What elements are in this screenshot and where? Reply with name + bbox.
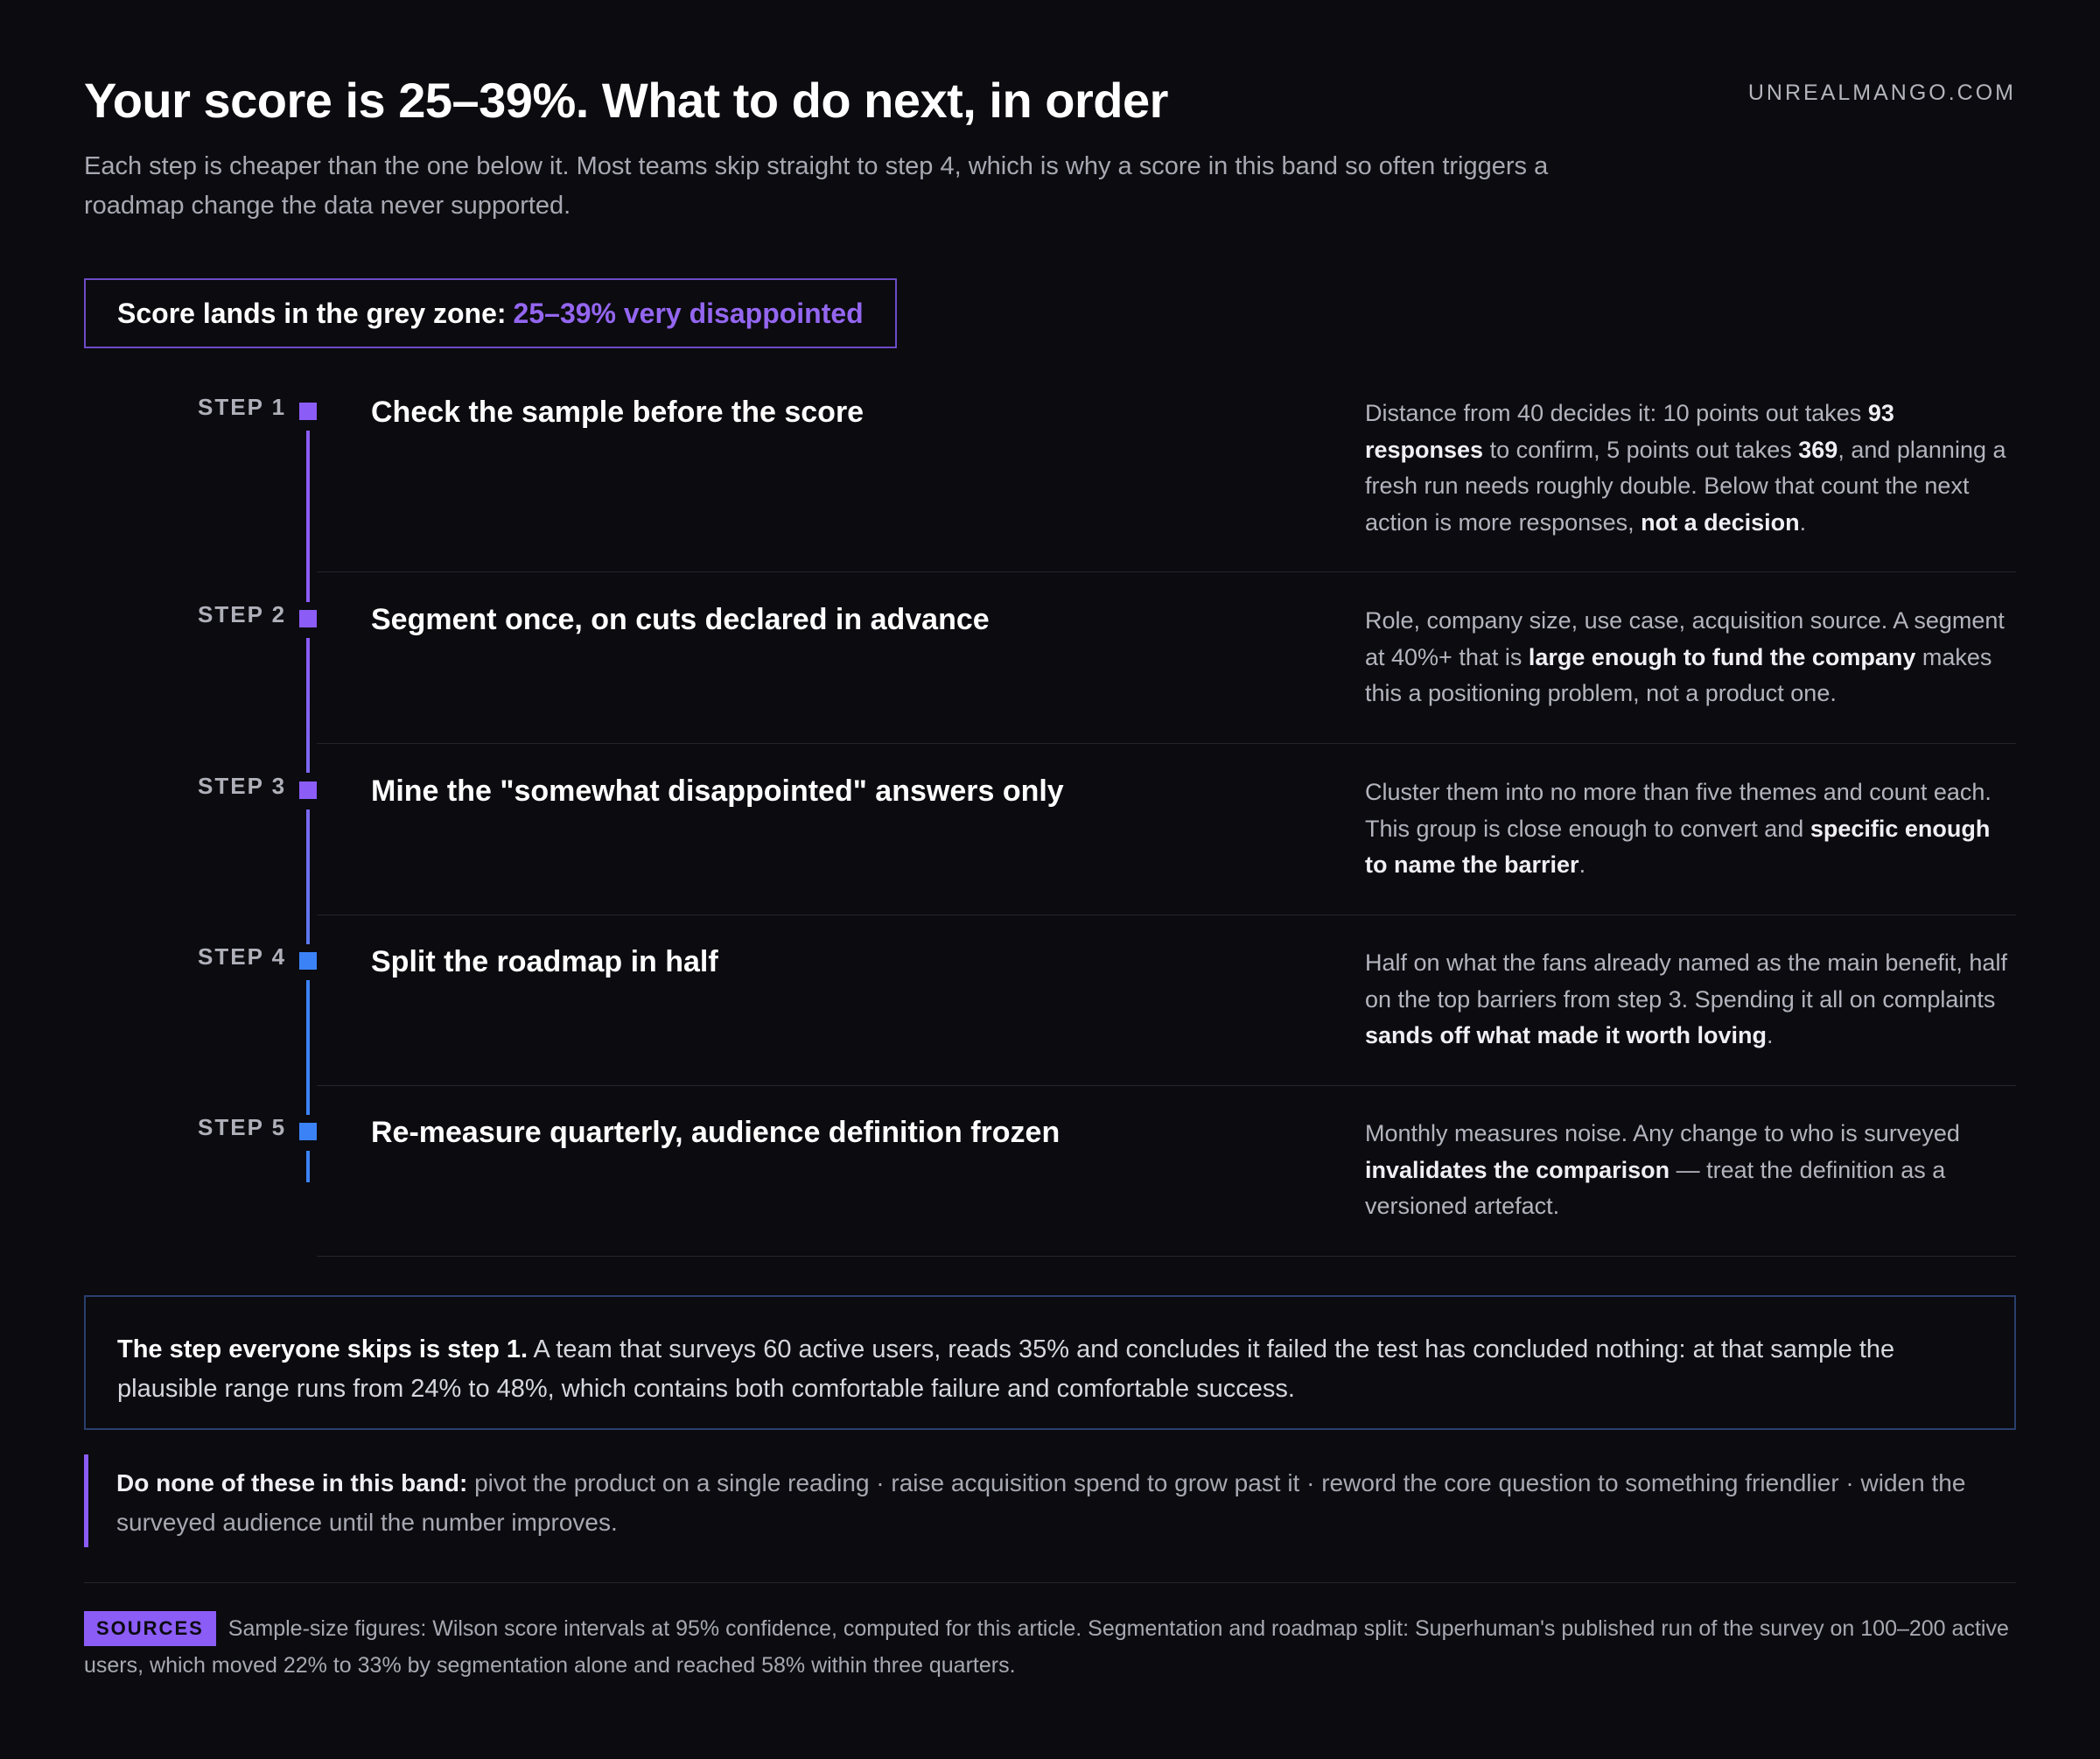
emphasis-text: not a decision <box>1641 508 1800 536</box>
emphasis-text: 93 responses <box>1365 400 1894 463</box>
step-item <box>84 760 2016 932</box>
emphasis-text: invalidates the comparison <box>1365 1156 1670 1183</box>
page-subtitle: Each step is cheaper than the one below it. Most teams skip straight to step 4, which is why a score in this band so often triggers a roadmap change the data never supported. <box>84 152 1549 220</box>
step-marker-icon <box>299 610 317 627</box>
divider <box>84 1582 2016 1583</box>
text-run: Cluster them into no more than five themes and count each. This group is close enough to convert and <box>1365 779 1992 842</box>
step-title: Re-measure quarterly, audience definition frozen <box>371 1116 1060 1149</box>
callout-lead: The step everyone skips is step 1. <box>117 1335 528 1363</box>
step-description <box>1365 945 2012 1055</box>
text-run: Half on what the fans already named as the main benefit, half on the top barriers from step 3. Spending it all on complaints <box>1365 950 2007 1013</box>
step-title: Segment once, on cuts declared in advance <box>371 603 990 636</box>
step-label: STEP 2 <box>198 601 287 627</box>
sources-note <box>84 1610 2016 1684</box>
step-item <box>84 931 2016 1103</box>
text-run: . <box>1799 508 1807 536</box>
text-run: makes this a positioning problem, not a product one. <box>1365 643 1992 706</box>
page-title: Your score is 25–39%. What to do next, in order <box>84 73 1168 128</box>
text-run: . <box>1767 1022 1774 1048</box>
emphasis-text: specific enough to name the barrier <box>1365 815 1991 878</box>
step-divider <box>317 743 2016 744</box>
timeline-connector <box>306 638 310 773</box>
step-description <box>1365 1116 2012 1225</box>
step-title: Split the roadmap in half <box>371 945 718 978</box>
text-run: Role, company size, use case, acquisition source. A segment at 40%+ that is <box>1365 607 2005 670</box>
timeline-connector <box>306 980 310 1115</box>
text-run: — treat the definition as a versioned artefact. <box>1365 1156 1946 1219</box>
emphasis-text: 369 <box>1798 436 1838 463</box>
step-divider <box>317 1085 2016 1086</box>
step-label: STEP 3 <box>198 773 287 799</box>
step-marker-icon <box>299 1123 317 1140</box>
step-item <box>84 589 2016 760</box>
sources-text: Sample-size figures: Wilson score intervals at 95% confidence, computed for this article. Segmentation and roadmap split: Superhuman's published run of the survey on 100–200 active users, which moved 22% to 33% by segmentation alone and reached 58% within three quarters. <box>84 1616 2009 1678</box>
emphasis-text: large enough to fund the company <box>1528 643 1916 670</box>
step-title: Mine the "somewhat disappointed" answers only <box>371 774 1064 808</box>
step-label: STEP 5 <box>198 1114 287 1140</box>
step-divider <box>317 571 2016 572</box>
timeline-connector <box>306 1151 310 1182</box>
text-run: Distance from 40 decides it: 10 points out takes <box>1365 400 1868 426</box>
step-description <box>1365 603 2012 712</box>
step-item <box>84 382 2016 573</box>
callout-body: A team that surveys 60 active users, reads 35% and concludes it failed the test has concluded nothing: at that sample the plausible range runs from 24% to 48%, which contains both comfortable failure and comfortable success. <box>117 1335 1895 1403</box>
warning-lead: Do none of these in this band: <box>116 1469 468 1496</box>
step-description <box>1365 396 2012 541</box>
step-divider <box>317 1256 2016 1257</box>
emphasis-text: sands off what made it worth loving <box>1365 1022 1768 1048</box>
step-description <box>1365 774 2012 884</box>
step-marker-icon <box>299 403 317 420</box>
step-item <box>84 1102 2016 1273</box>
timeline-connector <box>306 431 310 602</box>
step-marker-icon <box>299 781 317 799</box>
step-marker-icon <box>299 952 317 970</box>
timeline-connector <box>306 809 310 944</box>
avoid-list-warning <box>84 1454 2016 1547</box>
score-zone-box <box>84 278 897 348</box>
skip-step-callout <box>84 1295 2016 1430</box>
brand-label[interactable]: UNREALMANGO.COM <box>1747 81 2016 105</box>
page <box>84 0 2016 1759</box>
text-run: to confirm, 5 points out takes <box>1483 436 1799 463</box>
score-zone-prefix: Score lands in the grey zone: <box>117 297 507 329</box>
score-zone-highlight: 25–39% very disappointed <box>513 297 864 329</box>
text-run: Monthly measures noise. Any change to who is surveyed <box>1365 1120 1960 1146</box>
step-title: Check the sample before the score <box>371 396 864 429</box>
step-label: STEP 1 <box>198 394 287 420</box>
text-run: , and planning a fresh run needs roughly double. Below that count the next action is more responses, <box>1365 436 2006 536</box>
text-run: . <box>1578 851 1586 878</box>
sources-badge: SOURCES <box>84 1611 216 1646</box>
warning-body: pivot the product on a single reading · raise acquisition spend to grow past it · reword the core question to something friendlier · widen the surveyed audience until the number improves. <box>116 1469 1966 1536</box>
step-label: STEP 4 <box>198 943 287 970</box>
